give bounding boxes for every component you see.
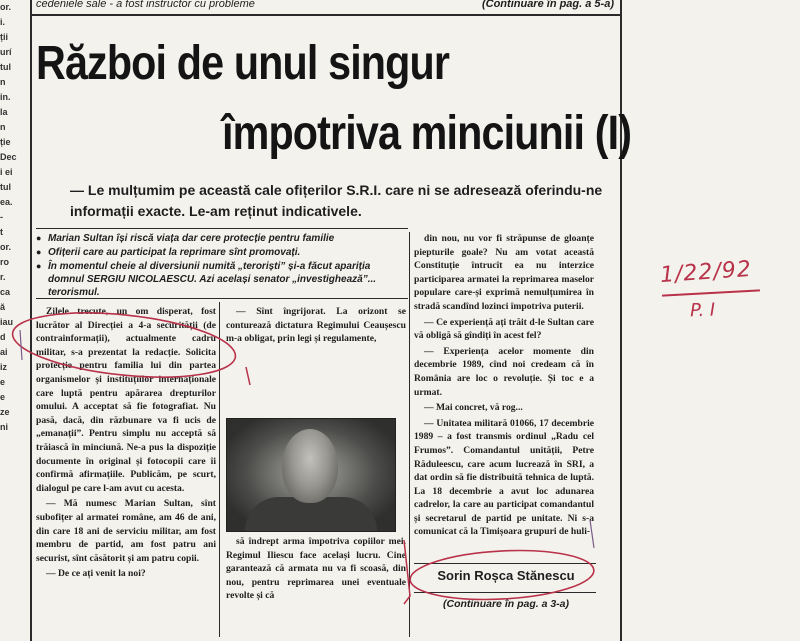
adjacent-column-fragment: tul — [0, 62, 11, 72]
article-paragraph: — Sînt îngrijorat. La orizont se conturează dictatura Regimului Ceaușescu m-a obligat, prin legi și regulamente, — [226, 306, 406, 345]
adjacent-column-fragments — [0, 0, 28, 641]
adjacent-column-fragment: - — [0, 212, 3, 222]
article-paragraph: — De ce ați venit la noi? — [46, 568, 146, 580]
adjacent-column-fragment: iau — [0, 317, 14, 327]
adjacent-column-fragment: ni — [0, 422, 8, 432]
article-paragraph: — Ce experiență ați trăit d-le Sultan care vă obligă să gîndiți în acest fel? — [414, 316, 594, 342]
article-paragraph: — Experiența acelor momente din decembrie 1989, cînd noi credeam că în România are loc o revoluție. Și toc e a urmat. — [414, 345, 594, 398]
article-paragraph: să îndrept arma împotriva copiilor mei. Regimul Iliescu face același lucru. Cine garantează că armata nu va fi scoasă, din nou, pentru reprimarea unei eventuale revolte și că — [226, 536, 406, 602]
previous-article-continuation: (Continuare în pag. a 5-a) — [481, 0, 614, 10]
adjacent-column-fragment: ă — [0, 302, 6, 312]
adjacent-column-fragment: ai — [0, 347, 8, 357]
adjacent-column-fragment: t — [0, 227, 3, 237]
article-column-2-bottom — [226, 535, 406, 635]
article-column-3 — [414, 232, 594, 562]
summary-bullet: ● Marian Sultan își riscă viața dar cere protecție pentru familie — [36, 232, 406, 245]
article-paragraph: — Mă numesc Marian Sultan, sînt subofițer al armatei române, am 46 de ani, din care 18 ani de serviciu militar, am fost membru de partid, am fost patru ani securist, sînt căsătorit și am patru copii. — [36, 498, 216, 564]
handwritten-underline — [662, 289, 760, 296]
continuation-note: (Continuare în pag. a 3-a) — [442, 598, 569, 610]
adjacent-column-fragment: in. — [0, 92, 11, 102]
adjacent-column-fragment: e — [0, 377, 6, 387]
article-paragraph: — Unitatea militară 01066, 17 decembrie 1989 – a fost transmis ordinul „Radu cel Frumos”. Comandantul unității, Petre Răduleescu, care acum lucrează în SRI, a dat ordin să fie distribuită tehnica de luptă. La 18 decembrie a avut loc adunarea cadrelor, la care au participat comandantul și secretarul de partid pe unitate. Ni s-a comunicat că la Timișoara grupuri de huli- — [414, 417, 594, 538]
summary-bullets — [36, 232, 406, 300]
column-divider-2 — [409, 232, 410, 637]
article-paragraph: — Mai concret, vă rog... — [424, 402, 523, 414]
lead-paragraph: — Le mulțumim pe această cale ofițerilor S.R.I. care ni se adresează oferindu-ne informații exacte. Le-am reținut indicativele. — [70, 182, 603, 219]
bullets-top-rule — [36, 228, 408, 229]
adjacent-column-fragment: d — [0, 332, 6, 342]
article-column-2-top — [226, 305, 406, 415]
headline-line-2: împotriva minciunii (I) — [222, 107, 632, 160]
top-rule — [32, 14, 620, 16]
continuation-rule — [414, 592, 596, 593]
author-signature: Sorin Roșca Stănescu — [437, 568, 575, 583]
summary-bullet: ● Ofițerii care au participat la reprimare sînt promovați. — [36, 246, 406, 259]
column-divider-1 — [219, 302, 220, 637]
adjacent-column-fragment: tul — [0, 182, 11, 192]
article-column-1 — [36, 305, 216, 637]
adjacent-column-fragment: ții — [0, 32, 8, 42]
adjacent-column-fragment: iz — [0, 362, 8, 372]
summary-bullet: ● În momentul cheie al diversiunii numită „teroriști” și-a făcut apariția domnul SERGIU NICOLAESCU. Azi același senator „investighează”... terorismul. — [36, 260, 406, 299]
previous-article-strip — [36, 0, 626, 14]
previous-article-tail: cedeniele sale - a fost instructor cu probleme — [36, 0, 255, 10]
adjacent-column-fragment: e — [0, 392, 6, 402]
column-rule-left — [30, 0, 32, 641]
article-paragraph: din nou, nu vor fi străpunse de gloanțe piepturile goale? Nu am votat această Constituție întrucît ea nu interzice participarea armatei la reprimarea maselor populare care-și exprimă nemulțumirea în stradă scandînd lozinci împotriva puterii. — [414, 233, 594, 312]
handwritten-date: 1/22/92 — [659, 256, 753, 289]
portrait-photo — [226, 418, 396, 532]
adjacent-column-fragment: or. — [0, 2, 12, 12]
adjacent-column-fragment: ca — [0, 287, 11, 297]
adjacent-column-fragment: r. — [0, 272, 6, 282]
adjacent-column-fragment: ea. — [0, 197, 13, 207]
adjacent-column-fragment: n — [0, 77, 6, 87]
adjacent-column-fragment: n — [0, 122, 6, 132]
adjacent-column-fragment: urí — [0, 47, 12, 57]
adjacent-column-fragment: la — [0, 107, 8, 117]
adjacent-column-fragment: Dec — [0, 152, 17, 162]
column-rule-right — [620, 0, 622, 641]
adjacent-column-fragment: or. — [0, 242, 12, 252]
handwritten-page: P. I — [689, 299, 716, 322]
adjacent-column-fragment: ro — [0, 257, 9, 267]
portrait-face — [282, 429, 338, 503]
adjacent-column-fragment: ție — [0, 137, 11, 147]
headline-line-1: Război de unul singur — [36, 37, 450, 90]
signature-rule — [414, 563, 596, 564]
adjacent-column-fragment: i ei — [0, 167, 13, 177]
adjacent-column-fragment: i. — [0, 17, 6, 27]
article-paragraph: Zilele trecute, un om disperat, fost lucrător al Direcției a 4-a securității (de contrainformații), actualmente cadru militar, s-a prezentat la redacție. Solicita protecție pentru familia lui din partea organismelor și instituțiilor internaționale care luptă pentru apărarea drepturilor omului. A acceptat să fie fotografiat. Nu pasă, dacă, din răzbunare va fi ucis de „emanații”. Pentru simplu nu acceptă să trăiască în minciună. Ne-a pus la dispoziție documente în original și fotocopii care îi confirmă afirmațiile. Publicăm, pe scurt, dialogul pe care l-am avut cu acesta. — [36, 306, 216, 494]
adjacent-column-fragment: ze — [0, 407, 10, 417]
